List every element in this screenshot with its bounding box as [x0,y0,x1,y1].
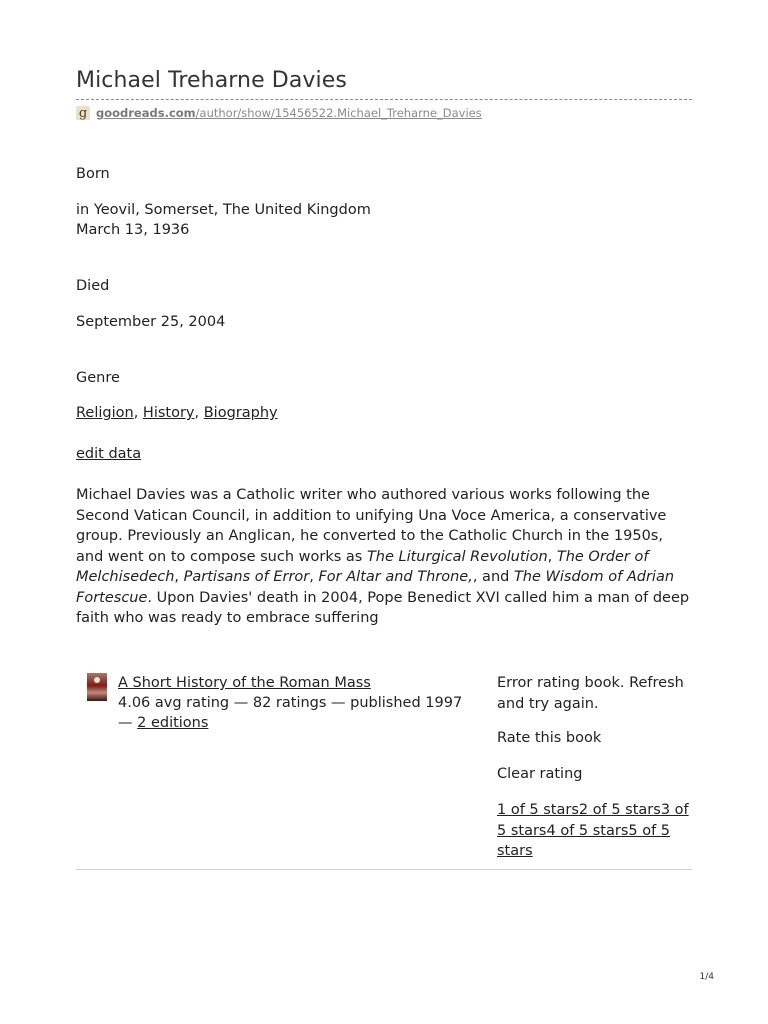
source-domain: goodreads.com [96,106,196,120]
goodreads-g-icon: g [76,106,90,120]
book-editions [118,713,208,734]
star-4-link[interactable]: 4 of 5 stars [546,822,629,839]
genre-link-biography[interactable]: Biography [203,405,278,421]
rate-this-book[interactable]: Rate this book [497,730,602,746]
editions-link[interactable]: 2 editions [137,715,209,731]
bio-sep-3: , [309,569,319,585]
bio-title-5: The Wisdom of Adrian Fortescue [76,569,675,606]
author-bio [76,485,692,629]
clear-rating[interactable]: Clear rating [497,766,583,782]
bio-title-4: For Altar and Throne, [318,569,473,585]
genre-label: Genre [76,370,120,386]
bio-title-1: The Liturgical Revolution [366,548,548,565]
genre-link-religion[interactable]: Religion [76,405,134,421]
source-line [76,105,482,121]
edit-data-link[interactable]: edit data [76,446,142,462]
book-divider [76,869,692,870]
star-1-link[interactable]: 1 of 5 stars [497,802,579,818]
born-label: Born [76,166,110,182]
page-number: 1/4 [699,972,714,982]
rating-error: Error rating book. Refresh and try again. [497,675,684,712]
genre-link-history[interactable]: History [142,405,195,421]
star-2-link[interactable]: 2 of 5 stars [578,802,661,818]
star-3-link[interactable]: 3 of 5 stars [497,802,689,839]
died-date: September 25, 2004 [76,314,226,330]
book-title-link[interactable]: A Short History of the Roman Mass [118,675,371,691]
star-rating-links [497,800,692,862]
born-place: in Yeovil, Somerset, The United Kingdom [76,202,371,218]
bio-sep-2: , [174,569,184,585]
book-cover-image[interactable] [87,673,107,701]
title-divider [76,99,692,100]
bio-text-2: . Upon Davies' death in 2004, Pope Benedict XVI called him a man of deep faith who was ready to embrace suffering [76,589,690,626]
book-meta: 4.06 avg rating — 82 ratings — published 1997 [118,695,463,711]
book-title-wrap [118,673,371,694]
born-date: March 13, 1936 [76,222,190,238]
source-path: /author/show/15456522.Michael_Treharne_Davies [195,106,482,120]
edit-data-link-wrap [76,444,141,465]
died-label: Died [76,278,110,294]
bio-text-1: Michael Davies was a Catholic writer who authored various works following the Second Vatican Council, in addition to unifying Una Voce America, a conservative group. Previously an Anglican, he converted to the Catholic Church in the 1950s, and went on to compose such works as [76,487,667,565]
star-5-link[interactable]: 5 of 5 stars [497,822,671,859]
book-editions-dash: — [118,715,138,731]
bio-sep-4: , and [472,569,514,585]
bio-title-2: The Order of Melchisedech [76,548,649,585]
source-url-link[interactable] [96,106,482,120]
bio-title-3: Partisans of Error [183,569,310,585]
genre-list: Religion, History, Biography [76,405,278,421]
bio-sep-1: , [547,548,557,565]
page-title: Michael Treharne Davies [76,68,347,93]
